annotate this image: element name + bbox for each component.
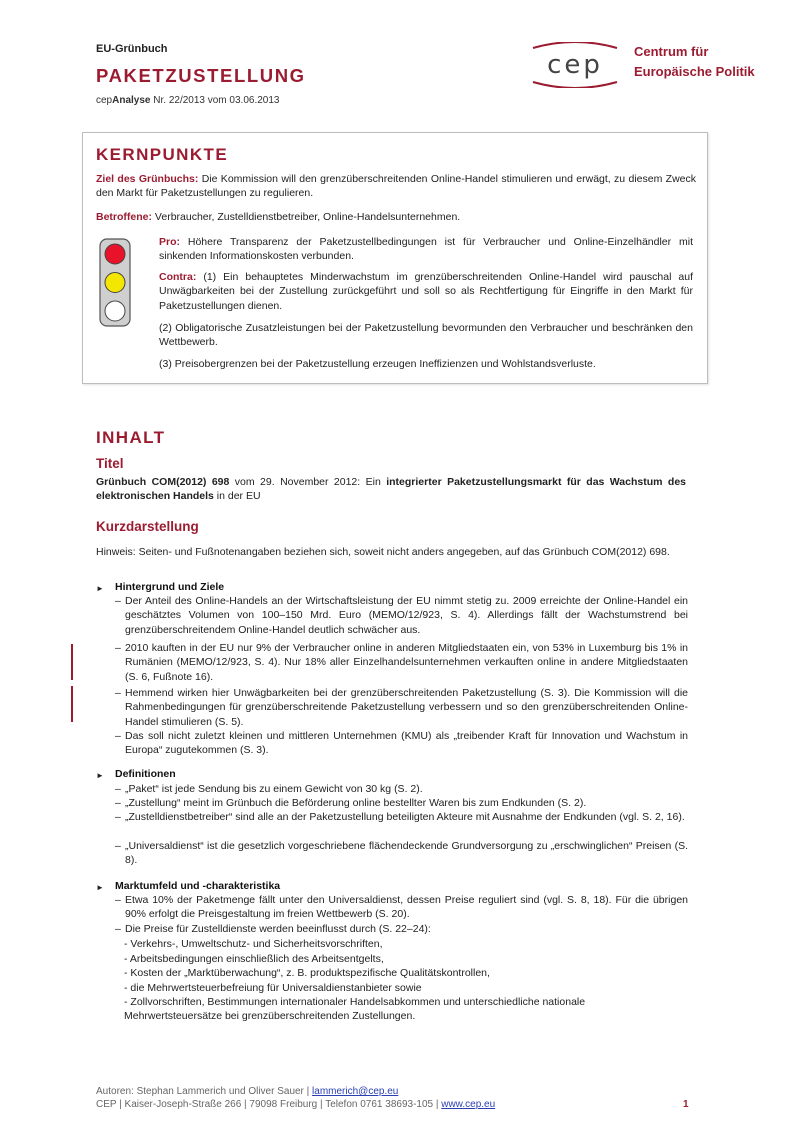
list-item (115, 782, 688, 796)
titel-part-1: Grünbuch COM(2012) 698 (96, 476, 230, 488)
titel-part-4: in der EU (213, 490, 261, 503)
list-item (115, 922, 688, 936)
dash-marker: – (115, 811, 121, 823)
sub-list-item: - Kosten der „Marktüberwachung“, z. B. produktspezifische Qualitätskontrollen, (124, 967, 490, 979)
list-item-text: „Zustelldienstbetreiber“ sind alle an der Paketzustellung beteiligten Akteure mit Ausnahme der Endkunden (vgl. S. 2, 16). (125, 811, 685, 823)
list-item (115, 729, 688, 758)
kernpunkte-betroffene (96, 210, 696, 224)
list-item-text: 2010 kauften in der EU nur 9% der Verbraucher online in anderen Mitgliedstaaten ein, von 53% in Luxemburg bis 1% in Rumänien (MEMO/12/923, S. 4). Nur 18% aller Einzelhandelsunternehmen verkauften online in andere Mitgliedstaaten (S. 6, Fußnote 16). (125, 642, 688, 683)
titel-heading: Titel (96, 456, 124, 471)
list-item-text: „Paket“ ist jede Sendung bis zu einem Gewicht von 30 kg (S. 2). (125, 783, 423, 795)
traffic-light-yellow (105, 273, 125, 293)
org-line-1: Centrum für (634, 44, 709, 59)
list-item-text: „Universaldienst“ ist die gesetzlich vorgeschriebene flächendeckende Grundversorgung zu „erschwinglichen“ Preisen (S. 8). (125, 840, 688, 867)
logo-text: cep (547, 50, 603, 80)
list-item-text: Hemmend wirken hier Unwägbarkeiten bei der grenzüberschreitenden Paketzustellung (S. 3). Die Kommission will die Rahmenbedingungen für grenzüberschreitende Paketzustellung verbessern und so den grenzüberschreitenden Online-Handel stimulieren (S. 5). (125, 687, 688, 728)
dash-marker: – (115, 840, 121, 852)
website-link[interactable]: www.cep.eu (441, 1099, 496, 1110)
margin-bar (71, 686, 73, 722)
author-email-link[interactable]: lammerich@cep.eu (312, 1086, 399, 1097)
hinweis-text: Hinweis: Seiten- und Fußnotenangaben beziehen sich, soweit nicht anders angegeben, auf das Grünbuch COM(2012) 698. (96, 546, 670, 558)
titel-part-2: vom 29. November 2012: Ein (229, 476, 387, 488)
dash-marker: – (115, 687, 121, 699)
dash-marker: – (115, 783, 121, 795)
document-title: PAKETZUSTELLUNG (96, 65, 306, 86)
dash-marker: – (115, 730, 121, 742)
list-item (115, 594, 688, 637)
dash-marker: – (115, 595, 121, 607)
kernpunkte-ziel (96, 172, 696, 201)
inhalt-heading: INHALT (96, 428, 166, 447)
footer-address-text: CEP | Kaiser-Joseph-Straße 266 | 79098 Freiburg | Telefon 0761 38693-105 | (96, 1099, 442, 1110)
contra-label: Contra: (159, 271, 197, 283)
titel-text (96, 475, 686, 504)
organisation-name (634, 42, 755, 81)
dash-marker: – (115, 894, 121, 906)
meta-prefix: cep (96, 95, 113, 106)
kurzdarstellung-heading: Kurzdarstellung (96, 519, 199, 534)
section-title: Marktumfeld und -charakteristika (115, 880, 281, 892)
list-item (115, 893, 688, 922)
kernpunkte-title: KERNPUNKTE (96, 145, 229, 164)
list-item (115, 641, 688, 684)
kernpunkte-contra (159, 270, 693, 313)
page-number: 1 (683, 1099, 689, 1110)
ziel-label: Ziel des Grünbuchs: (96, 173, 199, 185)
dash-marker: – (115, 923, 121, 935)
list-item-text: „Zustellung“ meint im Grünbuch die Beförderung online bestellter Waren bis zum Endkunden (S. 2). (125, 797, 587, 809)
kernpunkte-box (82, 132, 708, 384)
sub-list-item: - Zollvorschriften, Bestimmungen internationaler Handelsabkommen und unterschiedliche nationale Mehrwertsteuersätze bei grenzüberschreitenden Zustellungen. (124, 996, 586, 1023)
footer-address (96, 1098, 495, 1112)
list-item-text: Die Preise für Zustelldienste werden beeinflusst durch (S. 22–24): (125, 923, 431, 935)
sub-list-item: - die Mehrwertsteuerbefreiung für Universaldienstanbieter sowie (124, 982, 422, 994)
ziel-text: Die Kommission will den grenzüberschreitenden Online-Handel stimulieren und erwägt, zu diesem Zweck den Markt für Paketzustellungen zu regulieren. (96, 173, 697, 200)
kernpunkte-contra-3: (3) Preisobergrenzen bei der Paketzustellung erzeugen Ineffizienzen und Wohlstandsverluste. (159, 358, 596, 370)
section-title: Definitionen (115, 768, 176, 780)
document-subtitle: EU-Grünbuch (96, 43, 168, 55)
meta-rest: Nr. 22/2013 vom 03.06.2013 (150, 95, 280, 106)
traffic-light-white (105, 301, 125, 321)
kernpunkte-contra-2: (2) Obligatorische Zusatzleistungen bei der Paketzustellung bevormunden den Verbraucher und beschränken den Wettbewerb. (159, 322, 693, 349)
section-arrow-icon: ► (96, 584, 104, 593)
list-item-text: Der Anteil des Online-Handels an der Wirtschaftsleistung der EU nimmt stetig zu. 2009 erreichte der Online-Handel ein geschätztes Volumen von 100–150 Mrd. Euro (MEMO/12/923, S. 4). Allerdings fällt der Wachstumstrend bei grenzüberschreitendem Online-Handel deutlich schwächer aus. (125, 595, 688, 636)
meta-bold: Analyse (112, 95, 151, 106)
pro-label: Pro: (159, 236, 180, 248)
margin-bar (71, 644, 73, 680)
section-arrow-icon: ► (96, 883, 104, 892)
footer-authors (96, 1085, 398, 1099)
list-item-text: Das soll nicht zuletzt kleinen und mittleren Unternehmen (KMU) als „treibender Kraft für Innovation und Wachstum in Europa“ zugutekommen (S. 3). (125, 730, 688, 757)
list-item-text: Etwa 10% der Paketmenge fällt unter den Universaldienst, dessen Preise reguliert sind (vgl. S. 8, 18). Für die übrigen 90% erfolgt die Preisgestaltung im freien Wettbewerb (S. 20). (125, 894, 688, 921)
logo-arc-top (533, 42, 617, 48)
list-item (115, 796, 688, 810)
kernpunkte-pro (159, 235, 693, 264)
list-item (115, 810, 688, 824)
contra-text: (1) Ein behauptetes Minderwachstum im grenzüberschreitenden Online-Handel wird pauschal auf Unwägbarkeiten bei der Zustellung zurückgeführt und soll so als Rechtfertigung für Eingriffe in den Markt für Paketzustellungen dienen. (159, 271, 693, 312)
dash-marker: – (115, 642, 121, 654)
betroffene-label: Betroffene: (96, 211, 153, 223)
betroffene-text: Verbraucher, Zustelldienstbetreiber, Online-Handelsunternehmen. (152, 211, 461, 223)
analysis-meta (96, 94, 279, 108)
section-title: Hintergrund und Ziele (115, 581, 225, 593)
cep-logo (525, 42, 625, 88)
traffic-light-red (105, 244, 125, 264)
footer-authors-text: Autoren: Stephan Lammerich und Oliver Sauer | (96, 1086, 313, 1097)
org-line-2: Europäische Politik (634, 63, 755, 79)
titel-part-3: integrierter Paketzustellungsmarkt für das Wachstum des elektronischen Handels (96, 476, 686, 503)
list-item (115, 839, 688, 868)
logo-arc-bottom (533, 82, 617, 88)
section-arrow-icon: ► (96, 771, 104, 780)
sub-list-item: - Arbeitsbedingungen einschließlich des Arbeitsentgelts, (124, 953, 384, 965)
pro-text: Höhere Transparenz der Paketzustellbedingungen ist für Verbraucher und Online-Einzelhändler mit sinkenden Informationskosten verbunden. (159, 236, 693, 263)
dash-marker: – (115, 797, 121, 809)
traffic-light-icon (99, 238, 131, 327)
sub-list-item: - Verkehrs-, Umweltschutz- und Sicherheitsvorschriften, (124, 938, 383, 950)
list-item (115, 686, 688, 729)
